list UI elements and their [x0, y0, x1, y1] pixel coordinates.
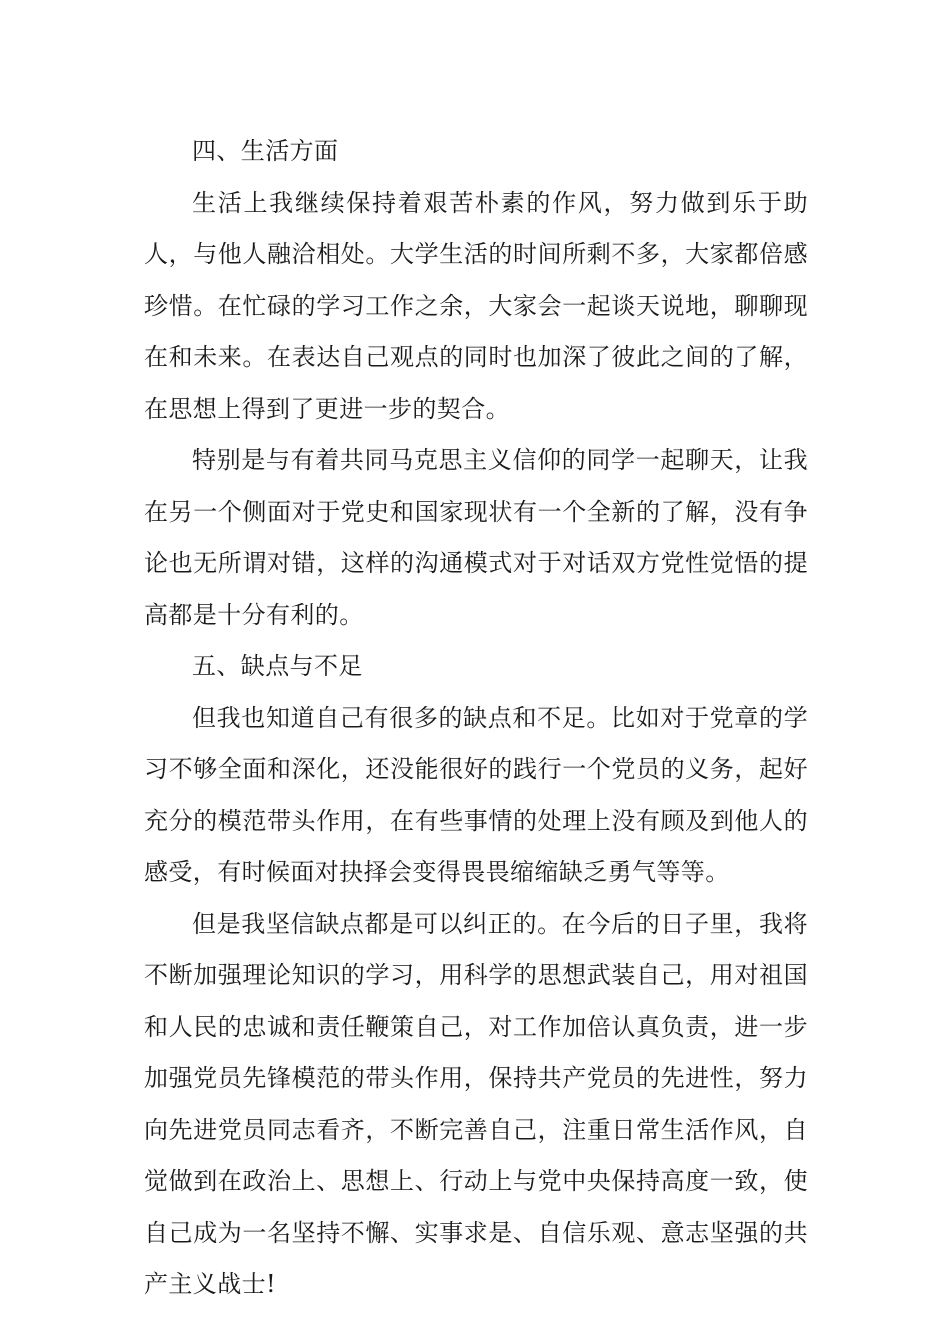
paragraph-life-discussion: 特别是与有着共同马克思主义信仰的同学一起聊天，让我在另一个侧面对于党史和国家现状有一个全新的了解，没有争论也无所谓对错，这样的沟通模式对于对话双方党性觉悟的提高都是十分有利的。	[144, 446, 808, 629]
section-heading-shortcomings: 五、缺点与不足	[192, 652, 363, 680]
paragraph-resolution: 但是我坚信缺点都是可以纠正的。在今后的日子里，我将不断加强理论知识的学习，用科学的思想武装自己，用对祖国和人民的忠诚和责任鞭策自己，对工作加倍认真负责，进一步加强党员先锋模范的带头作用，保持共产党员的先进性，努力向先进党员同志看齐，不断完善自己，注重日常生活作风，自觉做到在政治上、思想上、行动上与党中央保持高度一致，使自己成为一名坚持不懈、实事求是、自信乐观、意志坚强的共产主义战士!	[144, 909, 808, 1298]
paragraph-life-style: 生活上我继续保持着艰苦朴素的作风，努力做到乐于助人，与他人融洽相处。大学生活的时间所剩不多，大家都倍感珍惜。在忙碌的学习工作之余，大家会一起谈天说地，聊聊现在和未来。在表达自己观点的同时也加深了彼此之间的了解，在思想上得到了更进一步的契合。	[144, 188, 808, 423]
paragraph-shortcomings: 但我也知道自己有很多的缺点和不足。比如对于党章的学习不够全面和深化，还没能很好的践行一个党员的义务，起好充分的模范带头作用，在有些事情的处理上没有顾及到他人的感受，有时候面对抉择会变得畏畏缩缩缺乏勇气等等。	[144, 703, 808, 886]
document-body	[144, 126, 808, 1311]
section-heading-life: 四、生活方面	[192, 137, 339, 165]
